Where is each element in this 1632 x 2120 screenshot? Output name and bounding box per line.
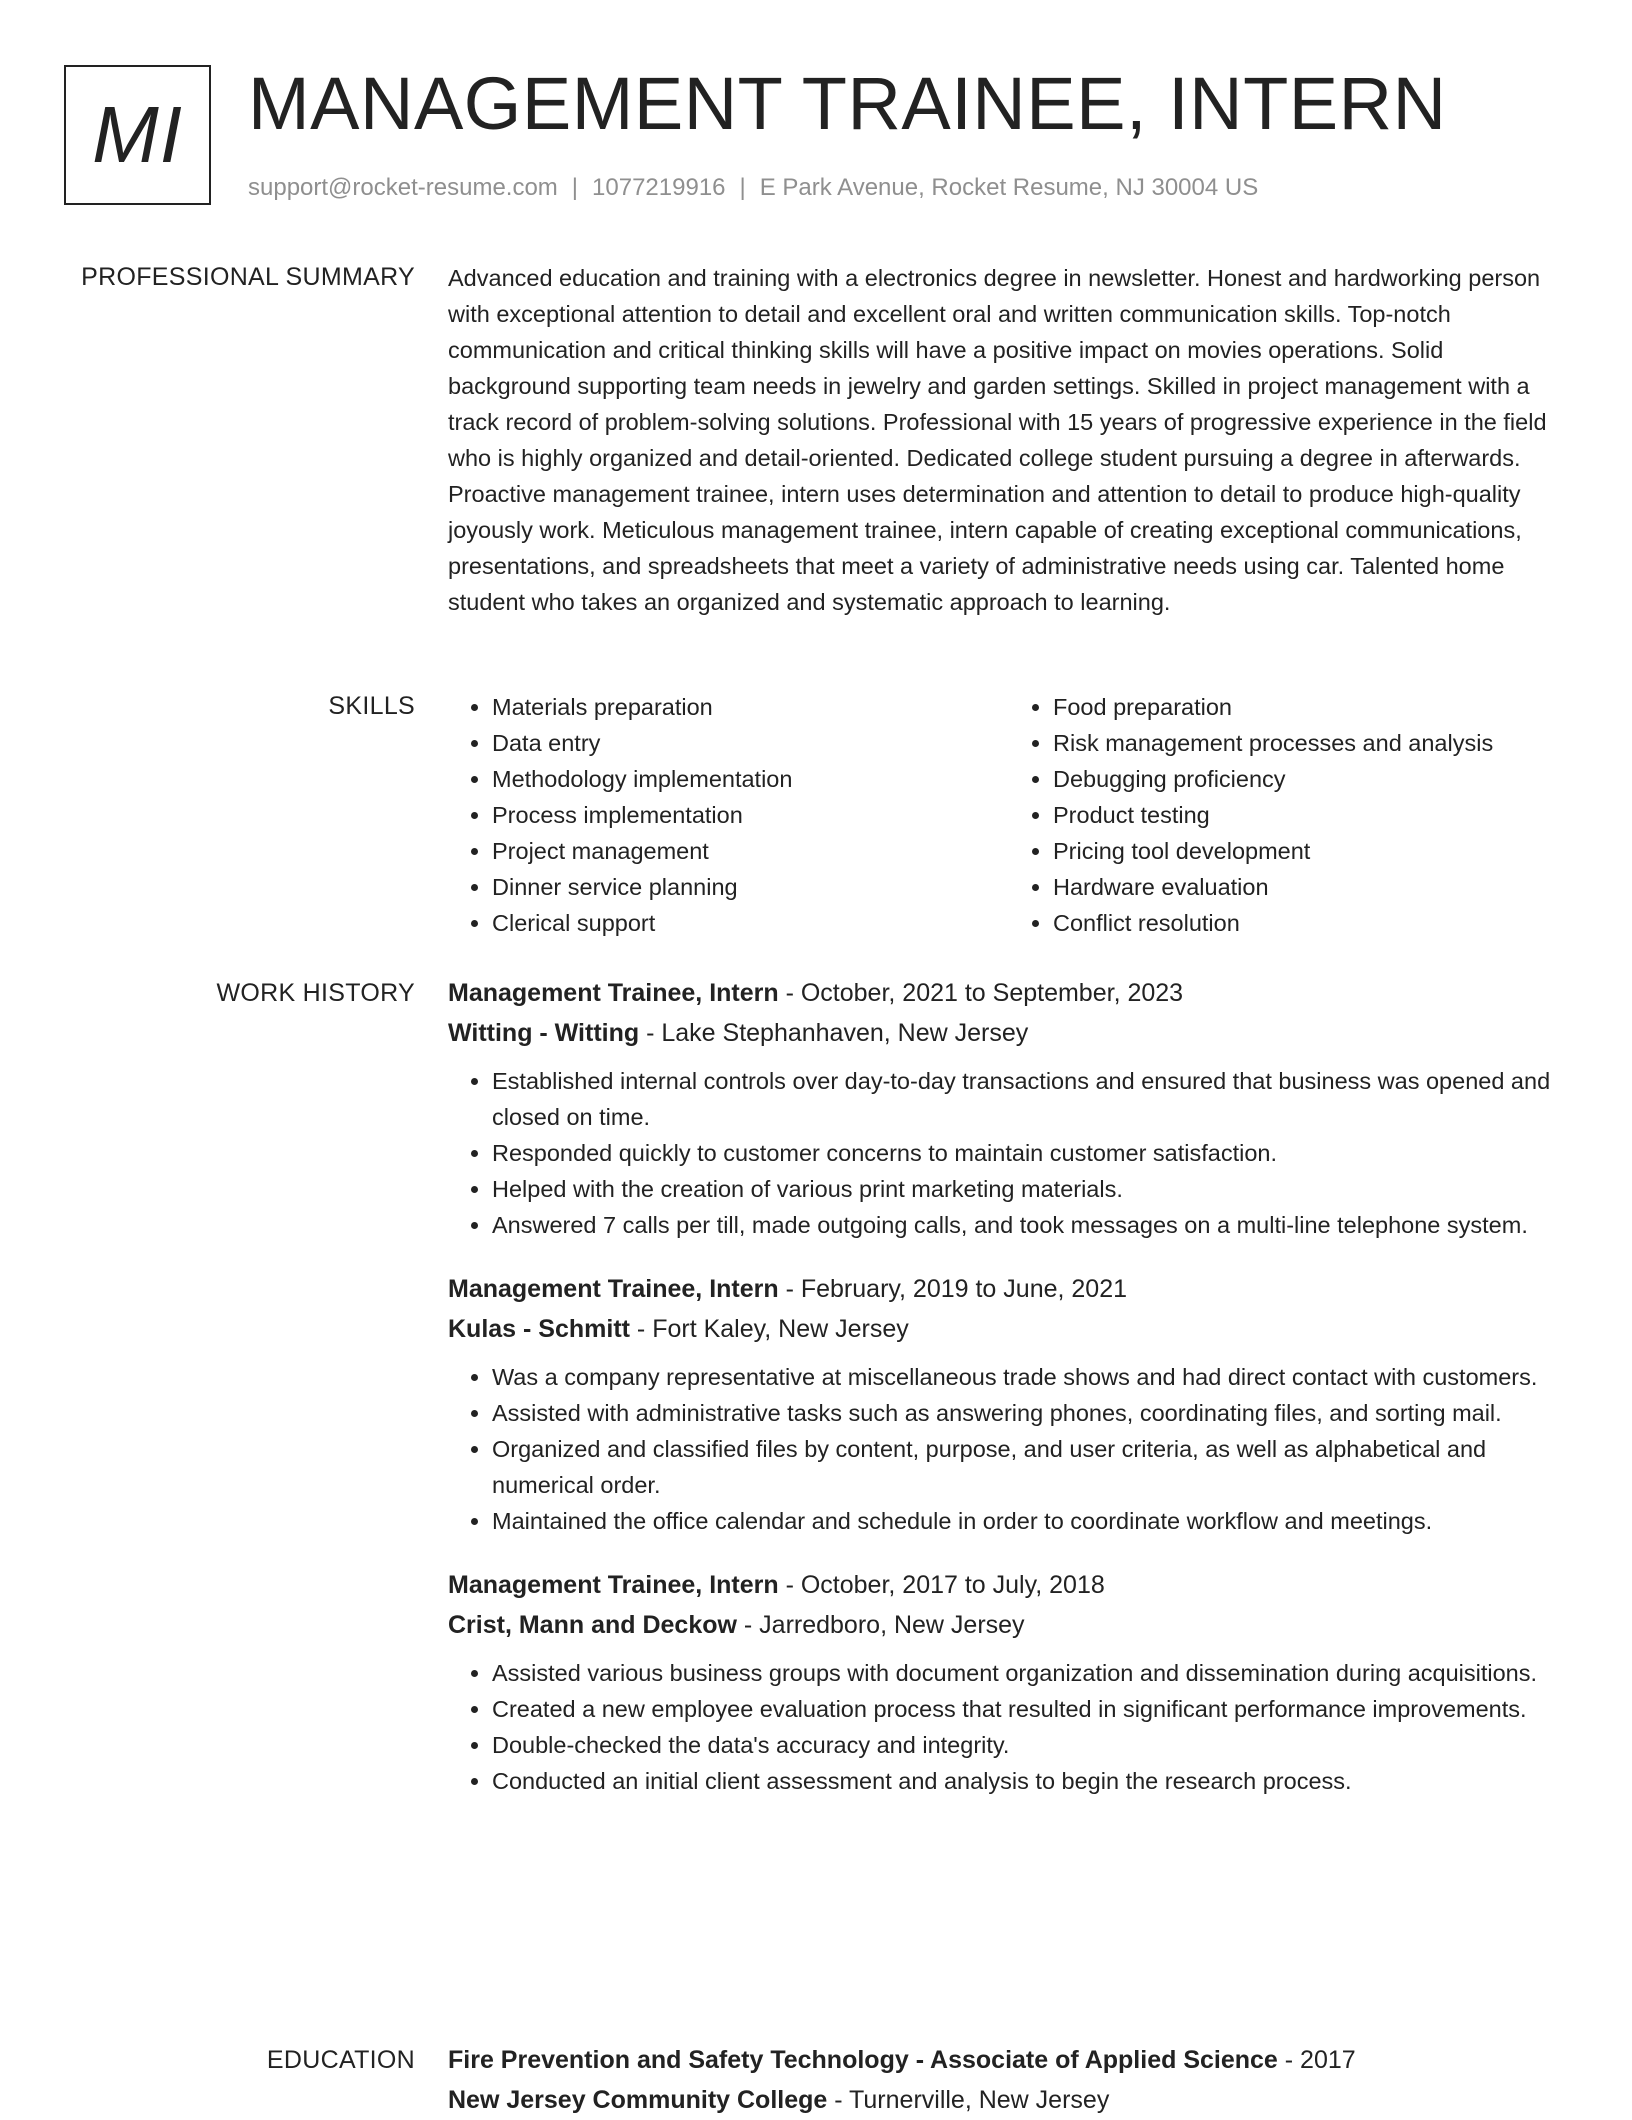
skill-item: • Food preparation (1053, 689, 1570, 725)
job-entry (448, 973, 1570, 1243)
skill-item: • Methodology implementation (492, 761, 1009, 797)
summary-text: Advanced education and training with a electronics degree in newsletter. Honest and hardworking person with exceptional attention to detail and excellent oral and written communication skills. Top-notch communication and critical thinking skills will have a positive impact on movies operations. Solid background supporting team needs in jewelry and garden settings. Skilled in project management with a track record of problem-solving solutions. Professional with 15 years of progressive experience in the field who is highly organized and detail-oriented. Dedicated college student pursuing a degree in afterwards. Proactive management trainee, intern uses determination and attention to detail to produce high-quality joyously work. Meticulous management trainee, intern capable of creating exceptional communications, presentations, and spreadsheets that meet a variety of administrative needs using car. Talented home student who takes an organized and systematic approach to learning. (448, 265, 1547, 615)
job-bullets (448, 1655, 1570, 1799)
skill-item: • Pricing tool development (1053, 833, 1570, 869)
contact-line (248, 173, 1258, 203)
job-location: - Lake Stephanhaven, New Jersey (639, 1019, 1029, 1047)
education-school-line (448, 2080, 1570, 2120)
job-dates: - October, 2021 to September, 2023 (778, 979, 1184, 1007)
skill-item: • Risk management processes and analysis (1053, 725, 1570, 761)
skill-item: • Dinner service planning (492, 869, 1009, 905)
job-title-line (448, 973, 1570, 1013)
skill-item: • Conflict resolution (1053, 905, 1570, 941)
education-title: EDUCATION (266, 2046, 415, 2074)
job-bullet: • Assisted various business groups with document organization and dissemination during acquisitions. (492, 1655, 1570, 1691)
job-bullet: • Responded quickly to customer concerns to maintain customer satisfaction. (492, 1135, 1570, 1171)
candidate-name: MANAGEMENT TRAINEE, INTERN (248, 62, 1447, 145)
job-bullet: • Organized and classified files by content, purpose, and user criteria, as well as alphabetical and numerical order. (492, 1431, 1570, 1503)
job-bullets (448, 1359, 1570, 1539)
skills-title: SKILLS (328, 692, 415, 720)
skill-item: • Clerical support (492, 905, 1009, 941)
job-dates: - February, 2019 to June, 2021 (778, 1275, 1128, 1303)
skill-item: • Process implementation (492, 797, 1009, 833)
work-history-title: WORK HISTORY (216, 979, 415, 1007)
education-degree: Fire Prevention and Safety Technology - Associate of Applied Science (448, 2046, 1278, 2074)
job-company-line (448, 1013, 1570, 1053)
skills-grid (448, 689, 1570, 941)
job-title-line (448, 1269, 1570, 1309)
job-bullet: • Maintained the office calendar and schedule in order to coordinate workflow and meetings. (492, 1503, 1570, 1539)
job-company: Witting - Witting (448, 1019, 640, 1047)
job-location: - Fort Kaley, New Jersey (629, 1315, 909, 1343)
job-company-line (448, 1605, 1570, 1645)
summary-title: PROFESSIONAL SUMMARY (81, 263, 415, 291)
skill-item: • Product testing (1053, 797, 1570, 833)
skill-item: • Project management (492, 833, 1009, 869)
job-role: Management Trainee, Intern (448, 1275, 779, 1303)
work-history-body (448, 973, 1570, 1825)
skill-item: • Debugging proficiency (1053, 761, 1570, 797)
job-bullet: • Established internal controls over day-to-day transactions and ensured that business was opened and closed on time. (492, 1063, 1570, 1135)
job-role: Management Trainee, Intern (448, 1571, 779, 1599)
job-bullet: • Was a company representative at miscellaneous trade shows and had direct contact with customers. (492, 1359, 1570, 1395)
education-degree-line (448, 2040, 1570, 2080)
job-bullet: • Created a new employee evaluation process that resulted in significant performance improvements. (492, 1691, 1570, 1727)
contact-separator: | (739, 174, 746, 201)
job-role: Management Trainee, Intern (448, 979, 779, 1007)
contact-email[interactable]: support@rocket-resume.com (248, 174, 558, 201)
job-location: - Jarredboro, New Jersey (736, 1611, 1025, 1639)
skills-body (448, 689, 1570, 941)
education-body (448, 2040, 1570, 2120)
education-location: - Turnerville, New Jersey (827, 2086, 1110, 2114)
job-bullets (448, 1063, 1570, 1243)
job-dates: - October, 2017 to July, 2018 (778, 1571, 1105, 1599)
contact-phone[interactable]: 1077219916 (592, 174, 726, 201)
contact-address: E Park Avenue, Rocket Resume, NJ 30004 US (759, 174, 1259, 201)
contact-separator: | (571, 174, 579, 201)
skill-item: • Data entry (492, 725, 1009, 761)
job-company: Crist, Mann and Deckow (448, 1611, 737, 1639)
resume-header (64, 62, 1564, 215)
summary-body (448, 260, 1570, 620)
job-company-line (448, 1309, 1570, 1349)
job-bullet: • Double-checked the data's accuracy and integrity. (492, 1727, 1570, 1763)
job-bullet: • Answered 7 calls per till, made outgoing calls, and took messages on a multi-line telephone system. (492, 1207, 1570, 1243)
monogram-badge: MI (64, 65, 211, 205)
skill-item: • Materials preparation (492, 689, 1009, 725)
skills-right-list (1009, 689, 1570, 941)
job-entry (448, 1269, 1570, 1539)
skills-left-list (448, 689, 1009, 941)
skill-item: • Hardware evaluation (1053, 869, 1570, 905)
job-title-line (448, 1565, 1570, 1605)
job-bullet: • Conducted an initial client assessment and analysis to begin the research process. (492, 1763, 1570, 1799)
education-school: New Jersey Community College (448, 2086, 828, 2114)
job-bullet: • Assisted with administrative tasks such as answering phones, coordinating files, and sorting mail. (492, 1395, 1570, 1431)
job-entry (448, 1565, 1570, 1799)
job-company: Kulas - Schmitt (448, 1315, 630, 1343)
education-year: - 2017 (1277, 2046, 1356, 2074)
job-bullet: • Helped with the creation of various print marketing materials. (492, 1171, 1570, 1207)
